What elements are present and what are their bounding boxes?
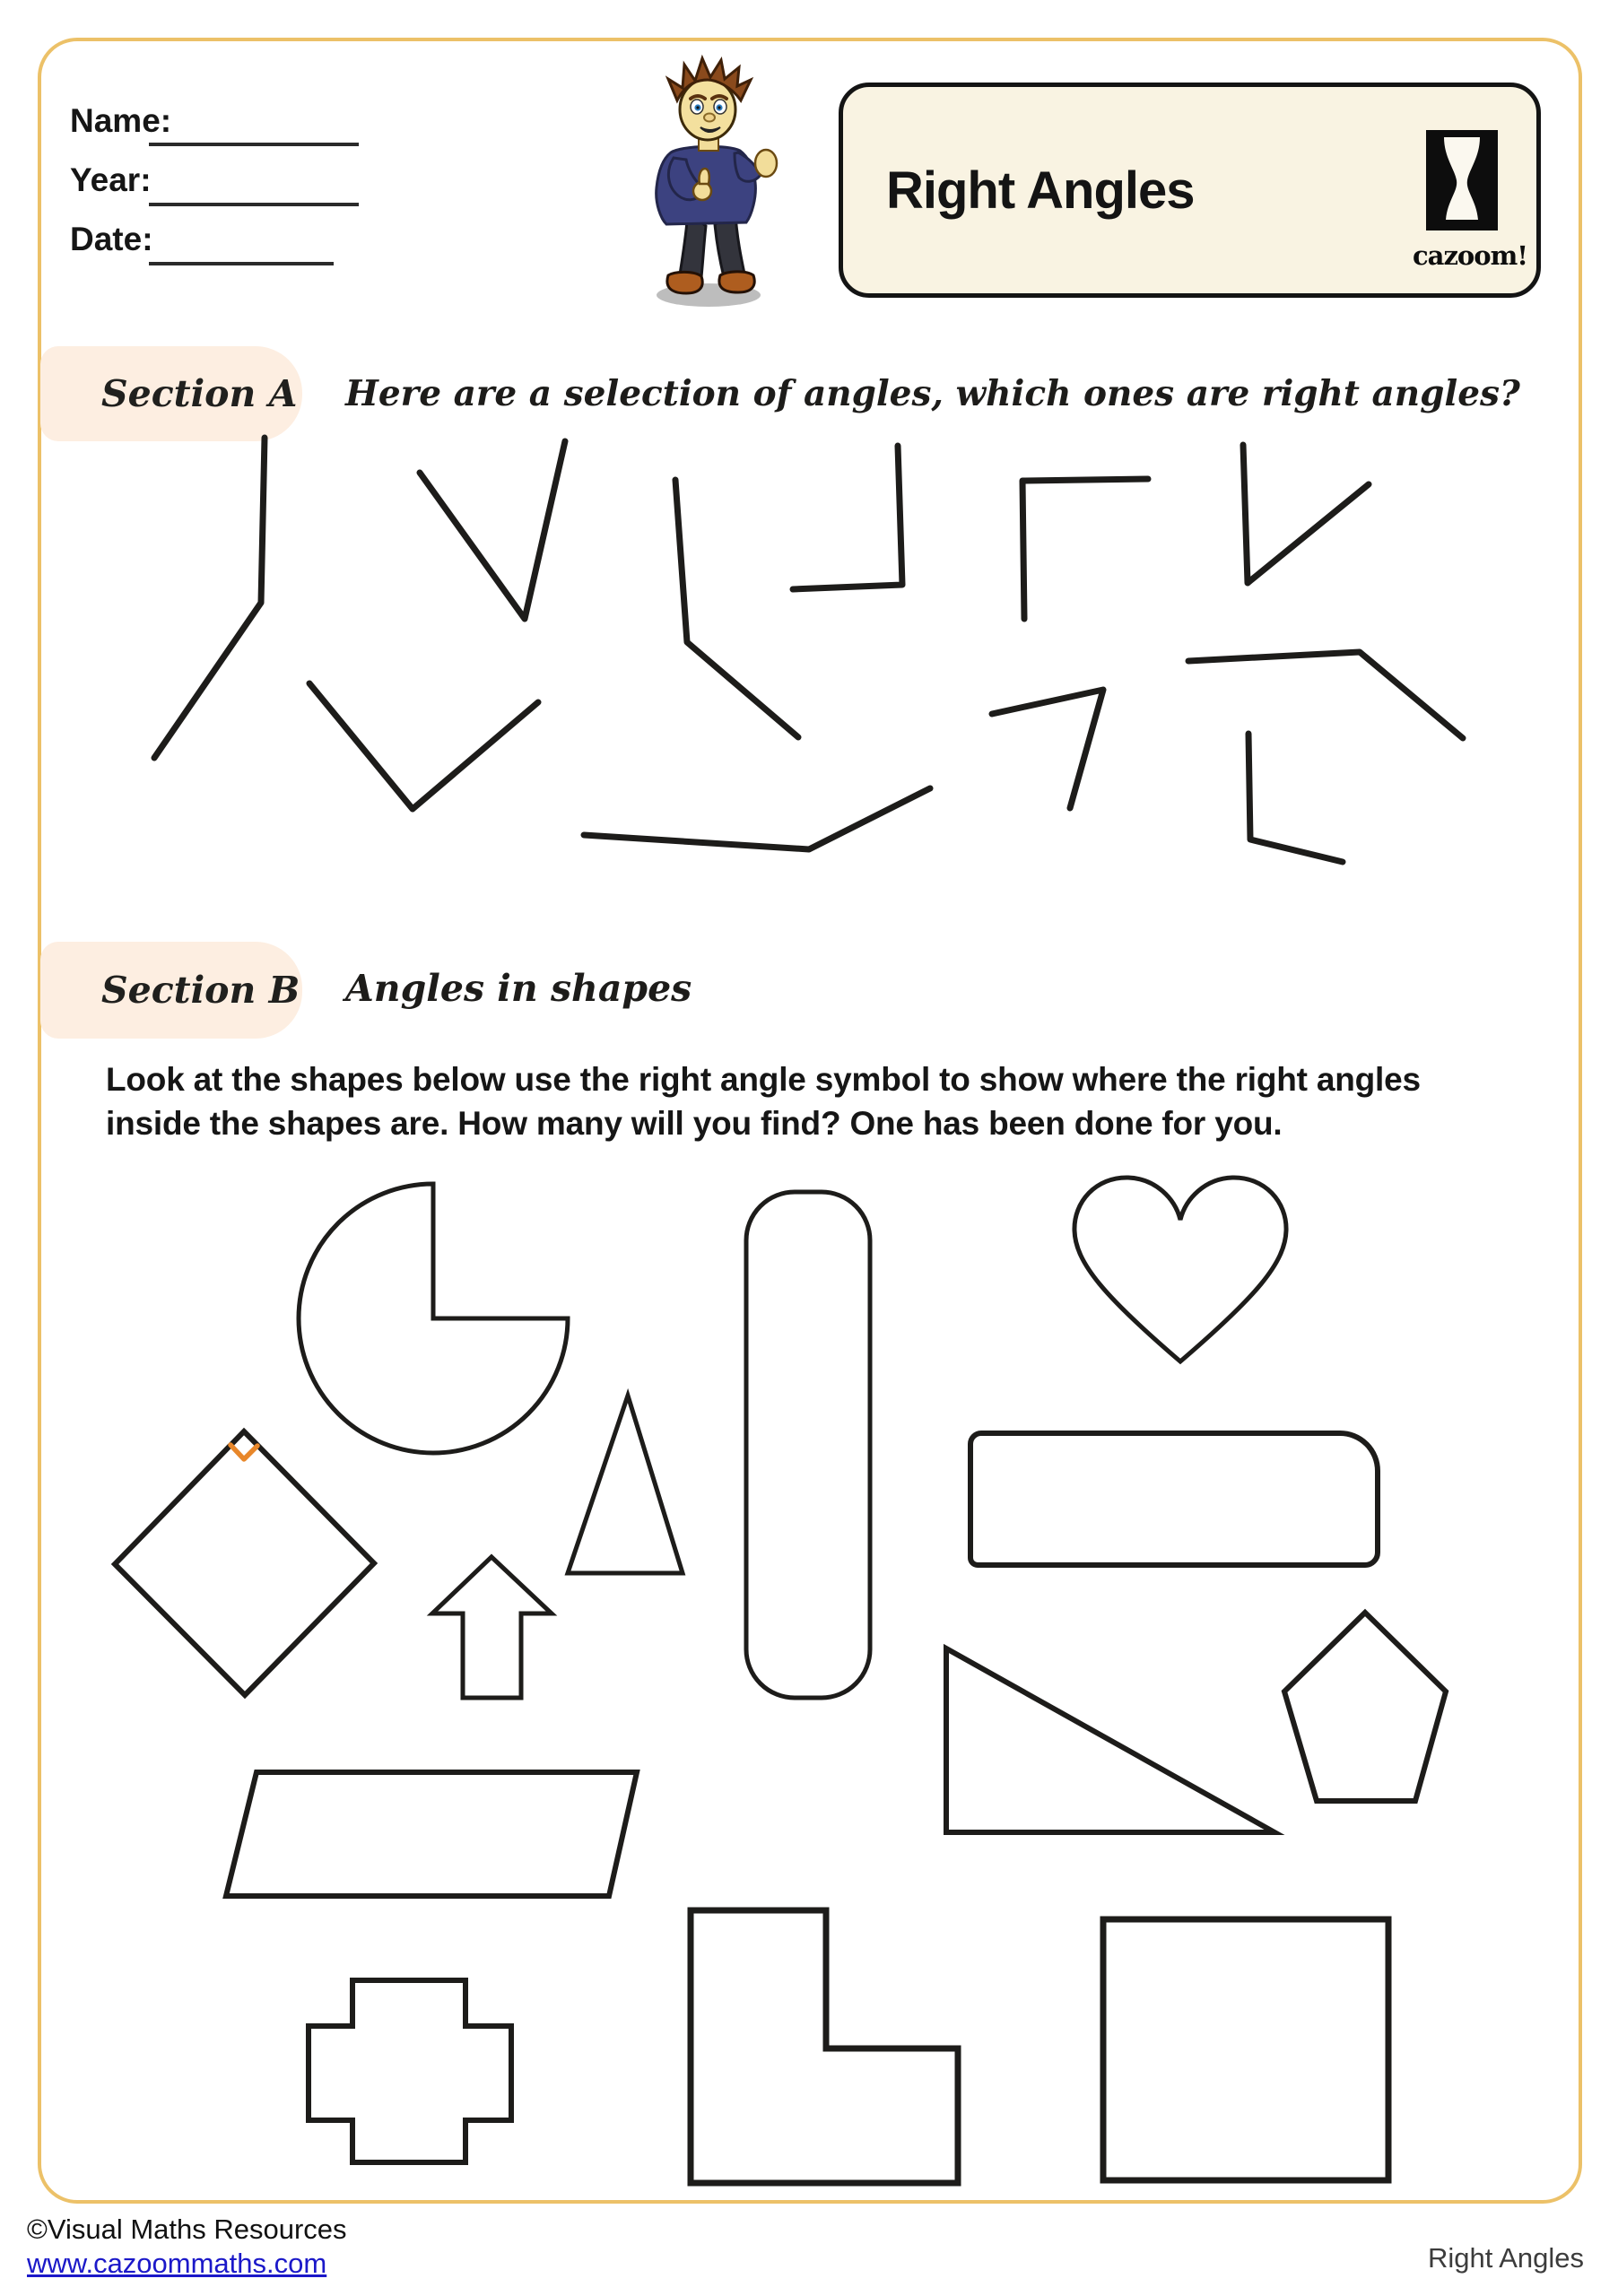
section-b-heading: Angles in shapes [345, 967, 692, 1010]
angle-obtuse-wide [1188, 652, 1463, 738]
date-label: Date: [70, 221, 153, 257]
shape-up-arrow [432, 1557, 552, 1698]
shape-diamond [115, 1431, 374, 1695]
shape-tall-pill [746, 1192, 870, 1698]
angle-acute-check [309, 683, 538, 809]
section-a-prompt: Here are a selection of angles, which ones are right angles? [345, 373, 1520, 414]
name-label: Name: [70, 102, 172, 139]
shape-three-quarter-circle [299, 1184, 568, 1453]
angle-right-corner-open-up [793, 446, 902, 589]
angle-acute-v [420, 441, 565, 619]
angle-obtuse-zigzag [584, 788, 930, 849]
angle-acute-check-2 [1243, 445, 1369, 583]
footer-website-link[interactable]: www.cazoommaths.com [27, 2248, 327, 2279]
angle-right-corner-open-down [1022, 479, 1148, 619]
footer-copyright: ©Visual Maths Resources [27, 2213, 347, 2245]
shape-heart [1074, 1178, 1286, 1361]
shape-pentagon [1284, 1613, 1446, 1801]
right-angle-example-marker [231, 1445, 257, 1459]
angle-acute-seven [992, 690, 1103, 808]
shape-right-triangle [946, 1648, 1274, 1832]
section-b-label: Section B [101, 969, 300, 1012]
shape-rectangle [1103, 1919, 1388, 2180]
shape-plus-cross [309, 1980, 511, 2162]
year-label: Year: [70, 161, 152, 198]
shape-isosceles-triangle [568, 1396, 683, 1573]
shape-rounded-rectangle [970, 1433, 1378, 1565]
section-a-label: Section A [101, 372, 298, 415]
shape-l-shape [691, 1910, 958, 2183]
page-title: Right Angles [886, 161, 1195, 220]
shape-parallelogram [226, 1772, 637, 1896]
section-b-instructions: Look at the shapes below use the right angle symbol to show where the right angles inside the shapes are. How many will you find? One has been done for you. [106, 1061, 1421, 1142]
angle-obtuse-skewed-l [1248, 734, 1343, 862]
footer-worksheet-name: Right Angles [1427, 2242, 1584, 2274]
angle-obtuse-bent-line-2 [675, 480, 798, 737]
angle-obtuse-bent-line [154, 438, 265, 758]
cazoom-logo-text: cazoom! [1413, 240, 1528, 271]
